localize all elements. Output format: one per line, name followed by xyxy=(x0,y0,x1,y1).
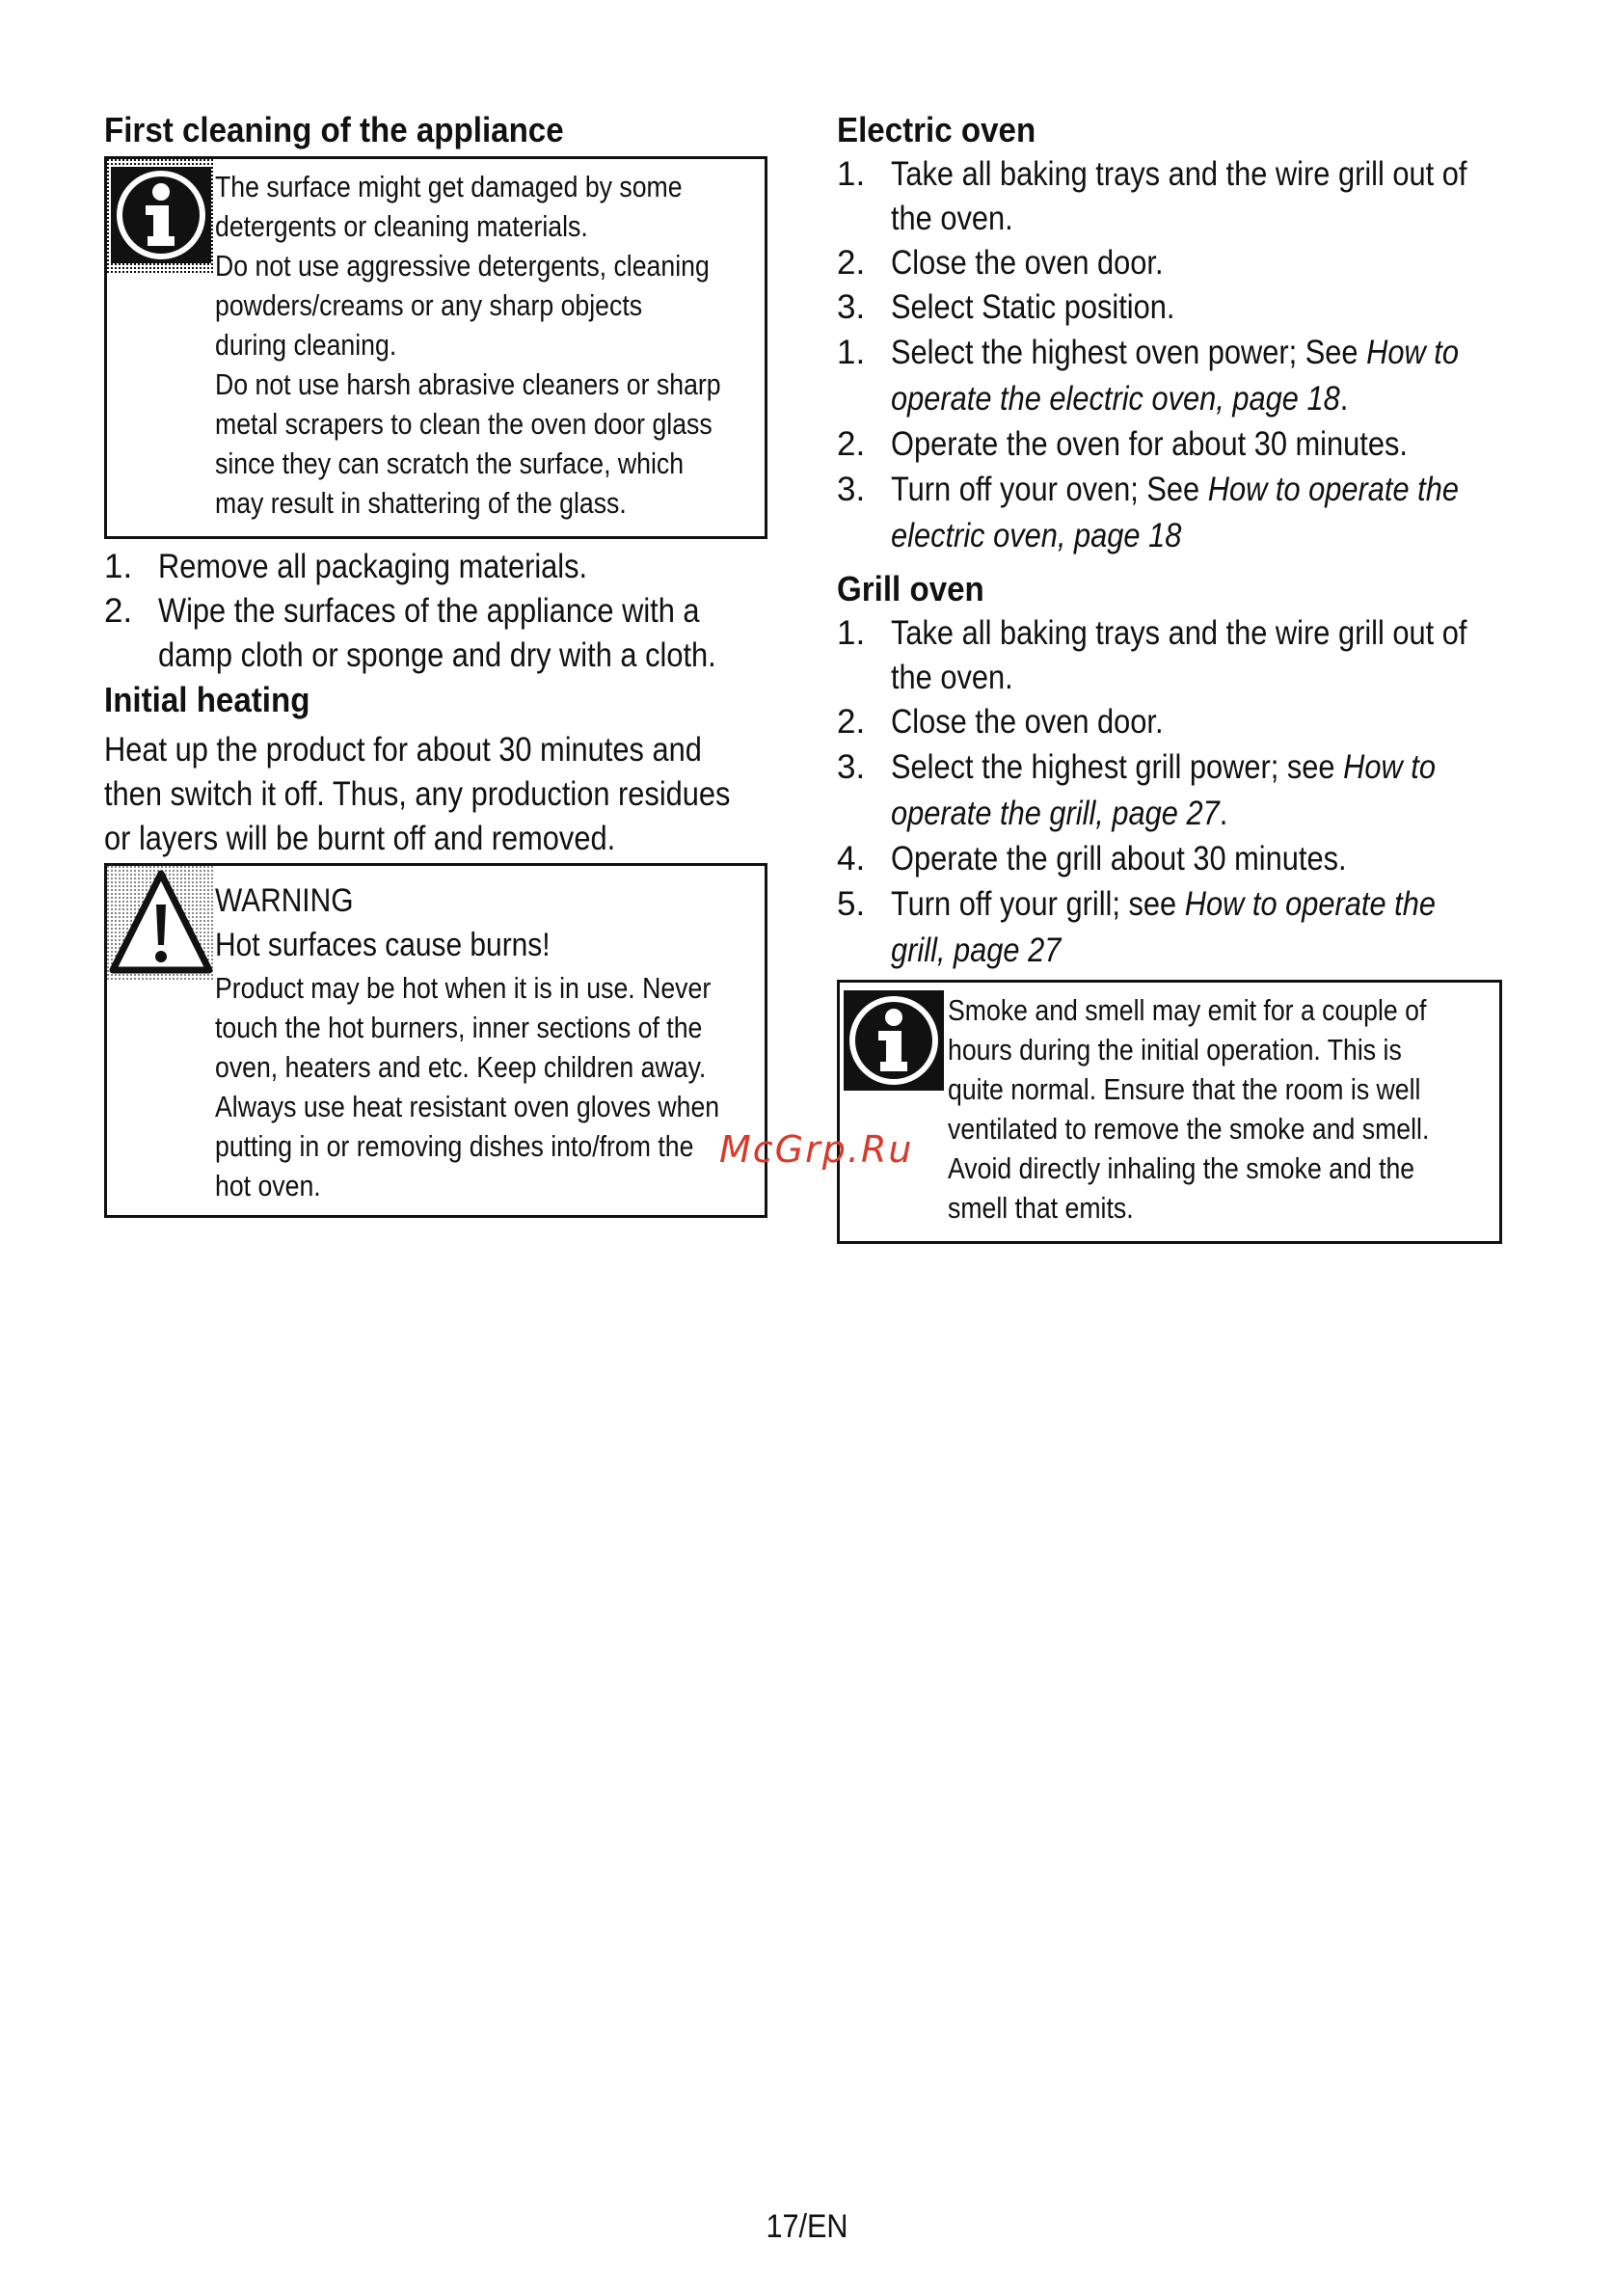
list-item xyxy=(104,589,769,678)
info-line: The surface might get damaged by some xyxy=(215,170,683,203)
warning-line: touch the hot burners, inner sections of the xyxy=(215,1011,703,1044)
cross-reference: How to xyxy=(1366,334,1459,371)
info-icon xyxy=(107,159,215,273)
step-text-cont xyxy=(891,513,1438,559)
list-item xyxy=(837,744,1512,837)
list-item xyxy=(837,330,1512,422)
step-text-plain: Select the highest oven power; See xyxy=(891,334,1367,371)
step-text xyxy=(891,744,1438,791)
step-number: 5. xyxy=(837,885,866,923)
step-text: Wipe the surfaces of the appliance with a xyxy=(158,592,700,630)
warning-line: hot oven. xyxy=(215,1169,321,1202)
step-text-plain: Turn off your grill; see xyxy=(891,885,1185,923)
step-number: 3. xyxy=(837,471,866,508)
step-text-cont: the oven. xyxy=(891,659,1013,696)
cross-reference: grill, page 27 xyxy=(891,932,1062,969)
info-line: hours during the initial operation. This is xyxy=(948,1033,1402,1067)
info-line: metal scrapers to clean the oven door glass xyxy=(215,407,713,441)
step-number: 2. xyxy=(837,703,866,741)
cross-reference: operate the electric oven, page 18 xyxy=(891,380,1340,418)
list-item xyxy=(837,837,1512,881)
step-text: Close the oven door. xyxy=(891,244,1164,282)
info-line: since they can scratch the surface, which xyxy=(215,446,685,480)
info-line: may result in shattering of the glass. xyxy=(215,486,627,520)
list-item xyxy=(837,152,1512,241)
step-text xyxy=(891,881,1438,928)
step-text-plain: . xyxy=(1219,795,1228,832)
info-line: smell that emits. xyxy=(948,1191,1134,1225)
step-number: 2. xyxy=(837,425,866,463)
warning-triangle-icon xyxy=(107,866,215,980)
info-line: quite normal. Ensure that the room is well xyxy=(948,1072,1421,1106)
cross-reference: electric oven, page 18 xyxy=(891,517,1182,554)
step-text-cont: the oven. xyxy=(891,200,1013,237)
info-line: ventilated to remove the smoke and smell. xyxy=(948,1112,1430,1146)
first-cleaning-heading: First cleaning of the appliance xyxy=(104,110,564,149)
list-item xyxy=(837,611,1512,700)
cross-reference: How to operate the xyxy=(1184,885,1436,923)
step-text xyxy=(891,330,1459,376)
step-text xyxy=(891,467,1459,513)
warning-line: Always use heat resistant oven gloves when xyxy=(215,1090,720,1123)
info-note-smoke xyxy=(837,980,1502,1244)
info-line: during cleaning. xyxy=(215,328,397,362)
step-text-plain: Select the highest grill power; see xyxy=(891,748,1344,786)
right-column xyxy=(837,108,1512,1250)
step-number: 4. xyxy=(837,840,866,878)
cross-reference: How to operate the xyxy=(1207,471,1459,508)
step-text: Operate the grill about 30 minutes. xyxy=(891,840,1347,878)
step-number: 2. xyxy=(104,592,133,630)
cross-reference: How to xyxy=(1343,748,1436,786)
list-item xyxy=(837,285,1512,330)
info-line: Do not use harsh abrasive cleaners or sharp xyxy=(215,367,721,401)
info-line: detergents or cleaning materials. xyxy=(215,209,588,243)
step-number: 1. xyxy=(837,155,866,193)
step-number: 1. xyxy=(104,548,133,585)
paragraph-line: Heat up the product for about 30 minutes and xyxy=(104,731,702,769)
info-note-cleaning xyxy=(104,156,767,539)
info-icon xyxy=(840,983,948,1096)
left-column xyxy=(104,108,769,1224)
watermark: McGrp.Ru xyxy=(719,1128,914,1171)
first-cleaning-steps xyxy=(104,545,769,678)
page-number: 17/EN xyxy=(766,2208,848,2245)
warning-note xyxy=(104,863,767,1218)
step-number: 2. xyxy=(837,244,866,282)
list-item xyxy=(837,241,1512,285)
info-line: Avoid directly inhaling the smoke and the xyxy=(948,1151,1415,1185)
warning-title: WARNING xyxy=(215,882,354,919)
step-text: Select Static position. xyxy=(891,288,1175,326)
warning-line: oven, heaters and etc. Keep children away. xyxy=(215,1050,707,1084)
paragraph-line: or layers will be burnt off and removed. xyxy=(104,820,616,857)
electric-oven-steps xyxy=(837,152,1512,559)
paragraph-line: then switch it off. Thus, any production residues xyxy=(104,775,731,813)
step-text: Close the oven door. xyxy=(891,703,1164,741)
step-text-plain: Turn off your oven; See xyxy=(891,471,1208,508)
electric-oven-heading: Electric oven xyxy=(837,110,1036,149)
grill-oven-steps xyxy=(837,611,1512,974)
initial-heating-paragraph xyxy=(104,728,769,861)
list-item xyxy=(837,422,1512,467)
list-item xyxy=(837,467,1512,559)
step-number: 1. xyxy=(837,614,866,652)
info-line: Do not use aggressive detergents, cleaning xyxy=(215,249,710,283)
info-line: powders/creams or any sharp objects xyxy=(215,288,643,322)
step-text: Take all baking trays and the wire grill out of xyxy=(891,614,1467,652)
step-text-cont xyxy=(891,791,1438,837)
initial-heating-heading: Initial heating xyxy=(104,680,310,719)
step-text-cont xyxy=(891,376,1438,422)
step-text: Take all baking trays and the wire grill out of xyxy=(891,155,1467,193)
list-item xyxy=(104,545,769,589)
cross-reference: operate the grill, page 27 xyxy=(891,795,1220,832)
step-number: 3. xyxy=(837,288,866,326)
grill-oven-heading: Grill oven xyxy=(837,569,984,608)
step-text: Operate the oven for about 30 minutes. xyxy=(891,425,1408,463)
step-text-plain: . xyxy=(1339,380,1349,418)
step-text-cont: damp cloth or sponge and dry with a cloth. xyxy=(158,636,716,674)
list-item xyxy=(837,700,1512,744)
warning-line: putting in or removing dishes into/from the xyxy=(215,1129,694,1163)
step-number: 1. xyxy=(837,334,866,371)
step-text: Remove all packaging materials. xyxy=(158,548,588,585)
list-item xyxy=(837,881,1512,974)
step-text-cont xyxy=(891,928,1438,974)
step-number: 3. xyxy=(837,748,866,786)
warning-lead: Hot surfaces cause burns! xyxy=(215,927,551,963)
info-line: Smoke and smell may emit for a couple of xyxy=(948,993,1427,1027)
warning-line: Product may be hot when it is in use. Never xyxy=(215,971,712,1005)
